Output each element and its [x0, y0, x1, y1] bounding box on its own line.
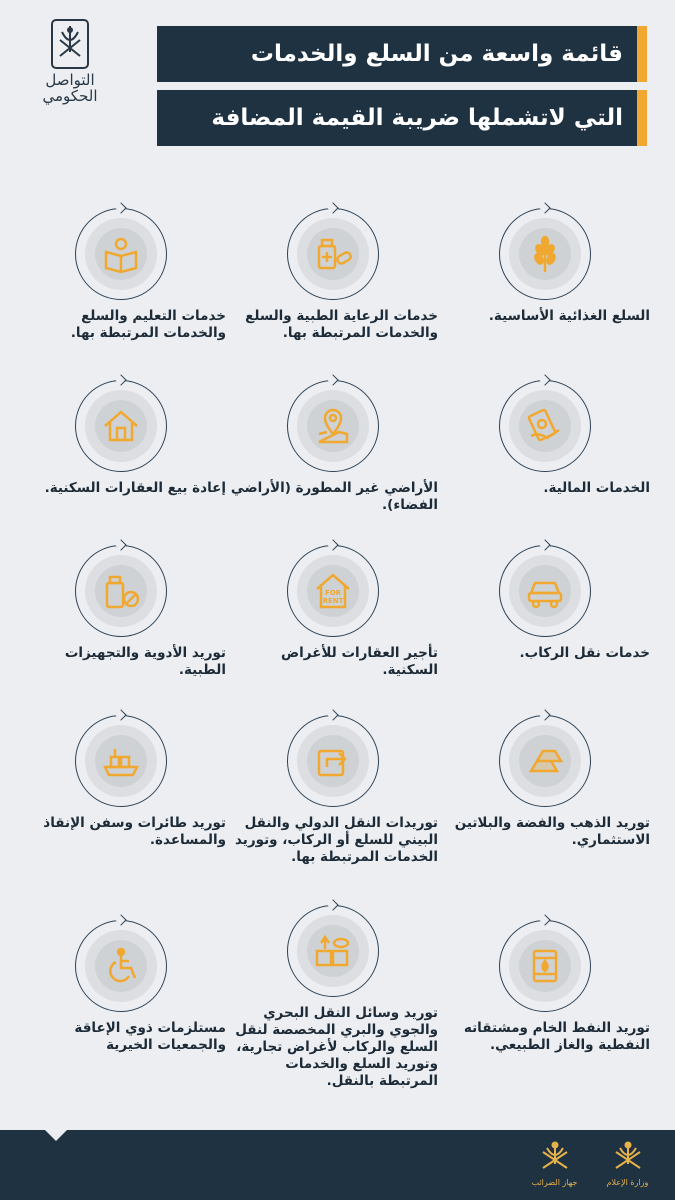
item-label: السلع الغذائية الأساسية.: [488, 308, 650, 324]
footer: [0, 1130, 675, 1200]
item-label: توريد النفط الخام ومشتقاته النفطية والغاز الطبيعي.: [463, 1020, 650, 1053]
transport-goods-icon: [313, 931, 353, 971]
government-communication-logo: [30, 18, 110, 118]
item-label: توريد وسائل النقل البحري والجوي والبري المخصصة لنقل السلع والركاب لأغراض تجارية، وتوريد السلع والخدمات المرتبطة بالنقل.: [235, 1005, 438, 1089]
khanjar-emblem-icon: [537, 1138, 573, 1174]
item-undeveloped-land: [228, 380, 438, 540]
item-label: الأراضي غير المطورة (الأراضي الفضاء).: [230, 480, 438, 513]
item-label: توريد الأدوية والتجهيزات الطبية.: [64, 645, 226, 678]
title-bar-2: [157, 90, 647, 146]
item-crude-oil: [440, 920, 650, 1080]
item-label: تأجير العقارات للأغراض السكنية.: [281, 645, 438, 678]
item-label: الخدمات المالية.: [543, 480, 650, 496]
medicine-icon: [313, 234, 353, 274]
item-residential-rent: [228, 545, 438, 705]
item-medical-care: [228, 208, 438, 368]
item-disability-charity: [16, 920, 226, 1080]
money-icon: [525, 406, 565, 446]
car-icon: [525, 571, 565, 611]
page-title-line1: قائمة واسعة من السلع والخدمات: [250, 41, 623, 67]
oil-barrel-icon: [525, 946, 565, 986]
house-icon: [101, 406, 141, 446]
wheelchair-icon: [101, 946, 141, 986]
for-rent-icon: [313, 571, 353, 611]
item-label: توريد طائرات وسفن الإنقاذ والمساعدة.: [43, 815, 226, 848]
ministry-label: وزارة الإعلام: [606, 1178, 649, 1187]
item-education: [16, 208, 226, 368]
item-label: خدمات الرعاية الطبية والسلع والخدمات المرتبطة بها.: [245, 308, 438, 341]
item-label: خدمات نقل الركاب.: [519, 645, 650, 661]
title-bar-1: [157, 26, 647, 82]
item-passenger-transport: [440, 545, 650, 705]
item-gold-silver: [440, 715, 650, 875]
tax-authority-label: جهاز الضرائب: [531, 1178, 578, 1187]
gold-bars-icon: [525, 741, 565, 781]
export-icon: [313, 741, 353, 781]
item-label: توريد الذهب والفضة والبلاتين الاستثماري.: [454, 815, 650, 848]
land-pin-icon: [313, 406, 353, 446]
item-label: مستلزمات ذوي الإعاقة والجمعيات الخيرية: [74, 1020, 226, 1053]
wheat-icon: [525, 234, 565, 274]
svg-text:RENT: RENT: [322, 597, 344, 605]
pills-icon: [101, 571, 141, 611]
item-label: إعادة بيع العقارات السكنية.: [44, 480, 226, 496]
logo-line2: الحكومي: [42, 87, 98, 105]
education-icon: [101, 234, 141, 274]
item-international-transport: [228, 715, 438, 875]
item-residential-resale: [16, 380, 226, 540]
item-basic-food: [440, 208, 650, 368]
ship-icon: [101, 741, 141, 781]
page-title-line2: التي لاتشملها ضريبة القيمة المضافة: [211, 105, 623, 131]
tax-authority-logo: [527, 1138, 582, 1187]
item-medicines-supply: [16, 545, 226, 705]
logo-line1: التواصل: [45, 71, 95, 89]
item-rescue-ships: [16, 715, 226, 875]
emblem-icon: [50, 18, 90, 70]
item-label: خدمات التعليم والسلع والخدمات المرتبطة بها.: [70, 308, 226, 341]
item-label: توريدات النقل الدولي والنقل البيني للسلع أو الركاب، وتوريد الخدمات المرتبطة بها.: [234, 815, 438, 865]
ministry-logo: [600, 1138, 655, 1187]
khanjar-emblem-icon: [610, 1138, 646, 1174]
item-financial: [440, 380, 650, 540]
svg-text:FOR: FOR: [324, 589, 342, 597]
item-transport-means: [228, 905, 438, 1089]
